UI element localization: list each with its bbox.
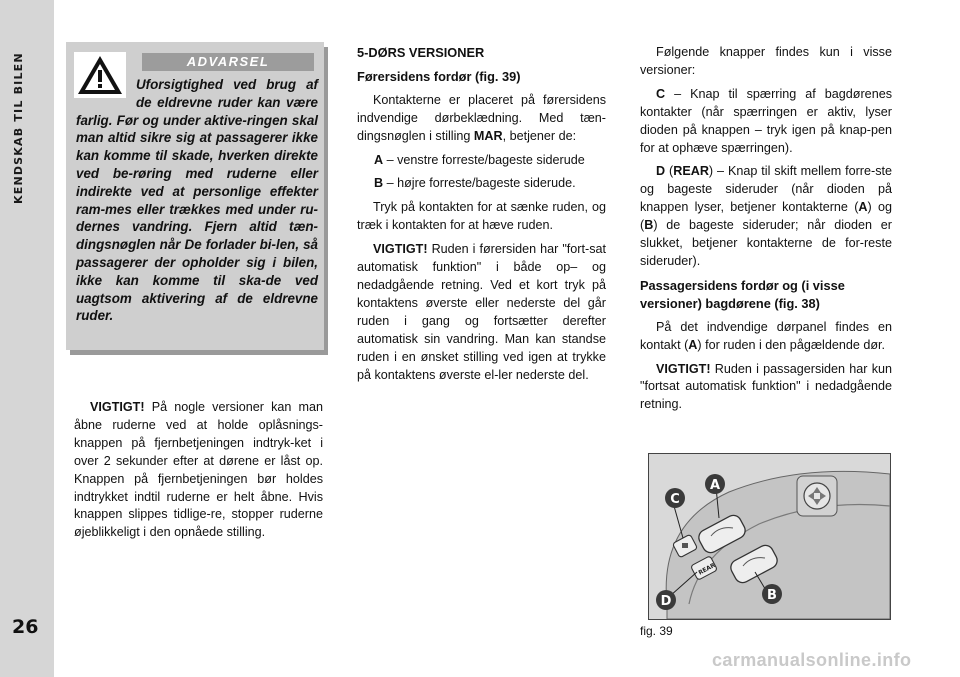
paragraph: Følgende knapper findes kun i visse versioner: xyxy=(640,45,892,77)
section-title: KENDSKAB TIL BILEN xyxy=(12,52,25,204)
list-item: D (REAR) – Knap til skift mellem forre-ste og bageste sideruder (når dioden på knappen lyser, betjener kontakterne (A) og (B) de bageste sideruder; når dioden er slukket, betjener kontakterne de for-reste sideruder). xyxy=(640,164,893,268)
door-panel-illustration xyxy=(649,454,890,619)
column-1 xyxy=(74,399,323,548)
label-c: C xyxy=(670,492,680,507)
list-item: A – venstre forreste/bageste siderude xyxy=(374,152,585,167)
important-label: VIGTIGT! xyxy=(656,361,711,376)
page-number: 26 xyxy=(12,616,39,638)
warning-text: Uforsigtighed ved brug af de eldrevne ruder kan være farlig. Før og under aktive-ringen skal man altid sikre sig at passagerer ikke kan komme til skade, hverken direkte ved be-røring med ruderne eller indirekte ved at personlige effekter ram-mes eller trækkes med under ru-dernes vandring. Fjern altid tæn-dingsnøglen når De forlader bi-len, så passagerer der opholder sig i bilen, ikke kan komme til ska-de ved uagtsom aktivering af de eldrevne ruder. xyxy=(76,77,318,324)
subsection-heading: Førersidens fordør (fig. 39) xyxy=(357,68,521,84)
important-note: VIGTIGT! På nogle versioner kan man åbne ruderne ved at holde oplåsnings-knappen på fjernbetjeningen indtryk-ket i over 2 sekunder efter at dørene er låst op. Knappen på fjernbetjeningen bør holdes indtrykket indtil ruderne er helt åbne. Hvis knappen slippes tidlige-re, stopper ruderne øjeblikkeligt i den opnåede stilling. xyxy=(74,400,323,540)
paragraph: På det indvendige dørpanel findes en kontakt (A) for ruden i den pågældende dør. xyxy=(640,319,892,352)
section-heading: 5-DØRS VERSIONER xyxy=(357,45,485,60)
warning-heading: ADVARSEL xyxy=(142,53,314,71)
list-item: C – Knap til spærring af bagdørenes kontakter (når spærringen er aktiv, lyser dioden på knappen – tryk igen på knap-pen for at ophæve spærringen). xyxy=(640,86,892,155)
figure-caption: fig. 39 xyxy=(640,624,673,638)
figure-39 xyxy=(648,453,891,620)
column-3 xyxy=(640,44,892,420)
watermark: carmanualsonline.info xyxy=(712,650,912,670)
paragraph: Kontakterne er placeret på førersidens indvendige dørbeklædning. Med tæn-dingsnøglen i stilling MAR, betjener de: xyxy=(357,92,606,143)
important-label: VIGTIGT! xyxy=(90,400,145,414)
sidebar xyxy=(0,0,54,677)
important-label: VIGTIGT! xyxy=(373,242,428,257)
important-note: VIGTIGT! Ruden i passagersiden har kun "fortsat automatisk funktion" i nedadgående retning. xyxy=(640,361,892,412)
label-b: B xyxy=(767,588,777,603)
label-d: D xyxy=(660,594,672,609)
column-2 xyxy=(357,44,606,390)
list-item: B – højre forreste/bageste siderude. xyxy=(374,176,576,191)
subsection-heading: Passagersidens fordør og (i visse versioner) bagdørene (fig. 38) xyxy=(640,277,845,311)
paragraph: Tryk på kontakten for at sænke ruden, og træk i kontakten for at hæve ruden. xyxy=(357,200,606,233)
important-note: VIGTIGT! Ruden i førersiden har "fort-sat automatisk funktion" i både op– og nedadgående retning. Ved et kort tryk på kontaktens øverste eller nederste del går ruden i gang og fortsætter derefter automatisk sin vandring. Man kan standse ruden i en ønsket stilling ved igen at trykke på kontaktens øverste el-ler nederste del. xyxy=(357,242,606,382)
rear-label: REAR xyxy=(697,561,717,577)
label-a: A xyxy=(709,478,721,493)
warning-box xyxy=(66,42,324,350)
